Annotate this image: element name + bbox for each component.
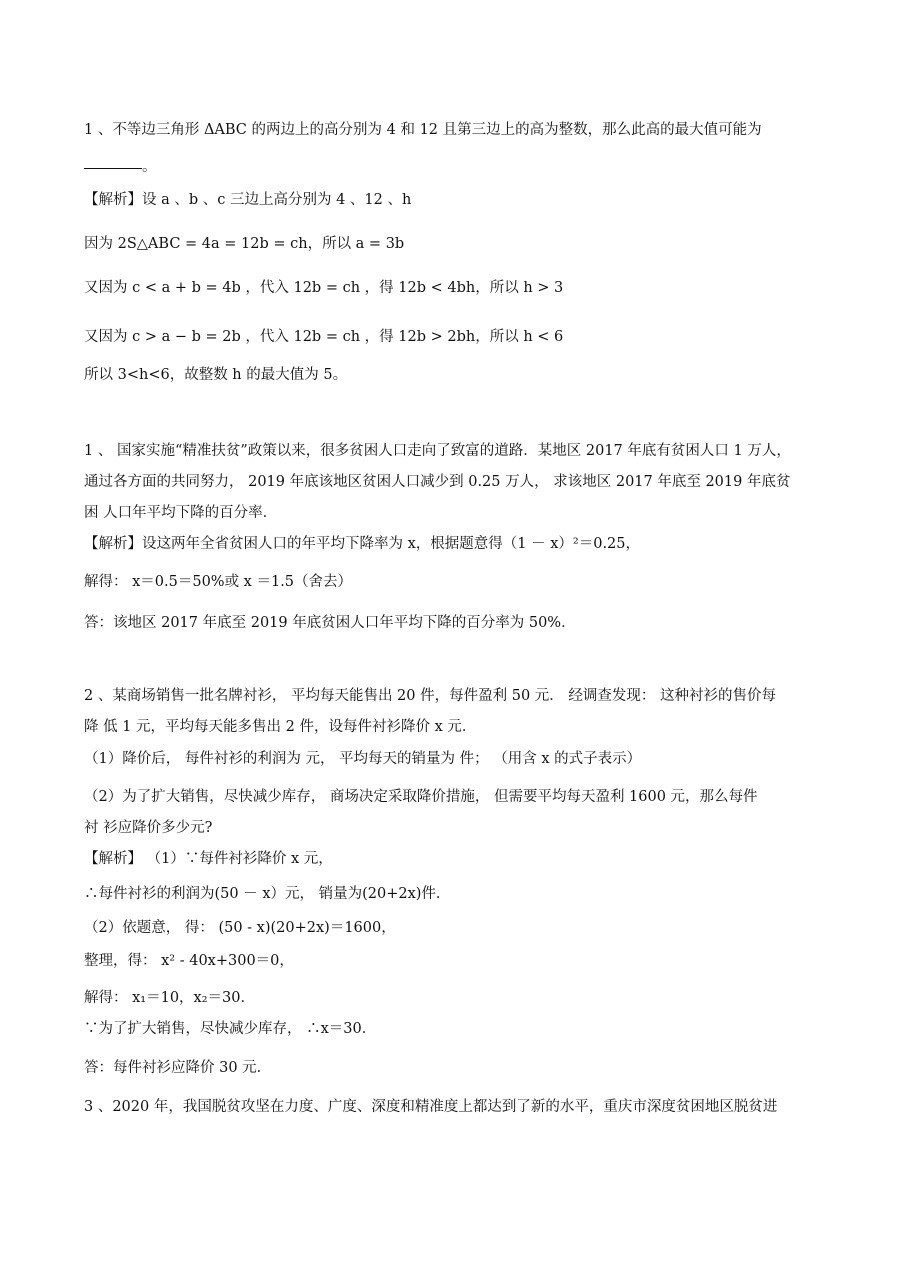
answer-blank (84, 168, 142, 169)
q1-solution-line5: 所以 3<h<6，故整数 h 的最大值为 5。 (84, 367, 348, 383)
q1-answer-blank-line (84, 157, 157, 177)
q3-answer: 答：每件衬衫应降价 30 元． (84, 1060, 272, 1076)
q3-subquestion-2-line2: 衬 衫应降价多少元? (84, 820, 213, 836)
q1-solution-line4: 又因为 c > a − b = 2b ，代入 12b = ch ，得 12b > 2bh，所以 h < 6 (84, 329, 564, 345)
q1-period: 。 (142, 159, 157, 175)
q3-subquestion-2-line1: （2）为了扩大销售，尽快减少库存， 商场决定采取降价措施， 但需要平均每天盈利 1600 元，那么每件 (84, 789, 758, 805)
q1-solution-line1: 【解析】设 a 、b 、c 三边上高分别为 4 、12 、h (84, 192, 412, 208)
q3-solution-line6: ∵为了扩大销售，尽快减少库存， ∴x＝30． (84, 1021, 377, 1037)
q2-statement-line2: 通过各方面的共同努力， 2019 年底该地区贫困人口减少到 0.25 万人， 求该地区 2017 年底至 2019 年底贫 (84, 474, 791, 490)
q3-solution-line4: 整理，得： x² - 40x+300＝0， (84, 953, 294, 969)
q3-subquestion-1: （1）降价后， 每件衬衫的利润为 元， 平均每天的销量为 件； （用含 x 的式子表示） (84, 751, 642, 767)
q3-statement-line2: 降 低 1 元，平均每天能多售出 2 件，设每件衬衫降价 x 元． (84, 719, 477, 735)
q4-statement-line1: 3 、2020 年，我国脱贫攻坚在力度、广度、深度和精准度上都达到了新的水平，重庆市深度贫困地区脱贫进 (84, 1099, 778, 1115)
q1-solution-line2: 因为 2S△ABC = 4a = 12b = ch，所以 a = 3b (84, 236, 405, 252)
q3-statement-line1: 2 、某商场销售一批名牌衬衫， 平均每天能售出 20 件，每件盈利 50 元． 经调查发现： 这种衬衫的售价每 (84, 688, 776, 704)
q3-solution-line3: （2）依题意， 得： (50 - x)(20+2x)＝1600， (84, 920, 396, 936)
q3-solution-line5: 解得： x₁＝10，x₂＝30． (84, 990, 255, 1006)
q2-answer: 答：该地区 2017 年底至 2019 年底贫困人口年平均下降的百分率为 50%． (84, 615, 576, 631)
q3-solution-line2: ∴每件衬衫的利润为(50 － x）元， 销量为(20+2x)件． (84, 886, 451, 902)
q2-solution-line1: 【解析】设这两年全省贫困人口的年平均下降率为 x，根据题意得（1 － x）²＝0.25， (84, 536, 641, 552)
q2-statement-line3: 困 人口年平均下降的百分率． (84, 505, 278, 521)
q1-solution-line3: 又因为 c < a + b = 4b ，代入 12b = ch ，得 12b < 4bh，所以 h > 3 (84, 280, 564, 296)
q2-solution-line2: 解得： x＝0.5＝50%或 x ＝1.5（舍去） (84, 574, 353, 590)
q1-statement-line1: 1 、不等边三角形 ΔABC 的两边上的高分别为 4 和 12 且第三边上的高为整数，那么此高的最大值可能为 (84, 122, 762, 138)
q2-statement-line1: 1 、 国家实施“精准扶贫”政策以来，很多贫困人口走向了致富的道路．某地区 2017 年底有贫困人口 1 万人， (84, 443, 791, 459)
q3-solution-line1: 【解析】 （1）∵每件衬衫降价 x 元， (84, 851, 333, 867)
